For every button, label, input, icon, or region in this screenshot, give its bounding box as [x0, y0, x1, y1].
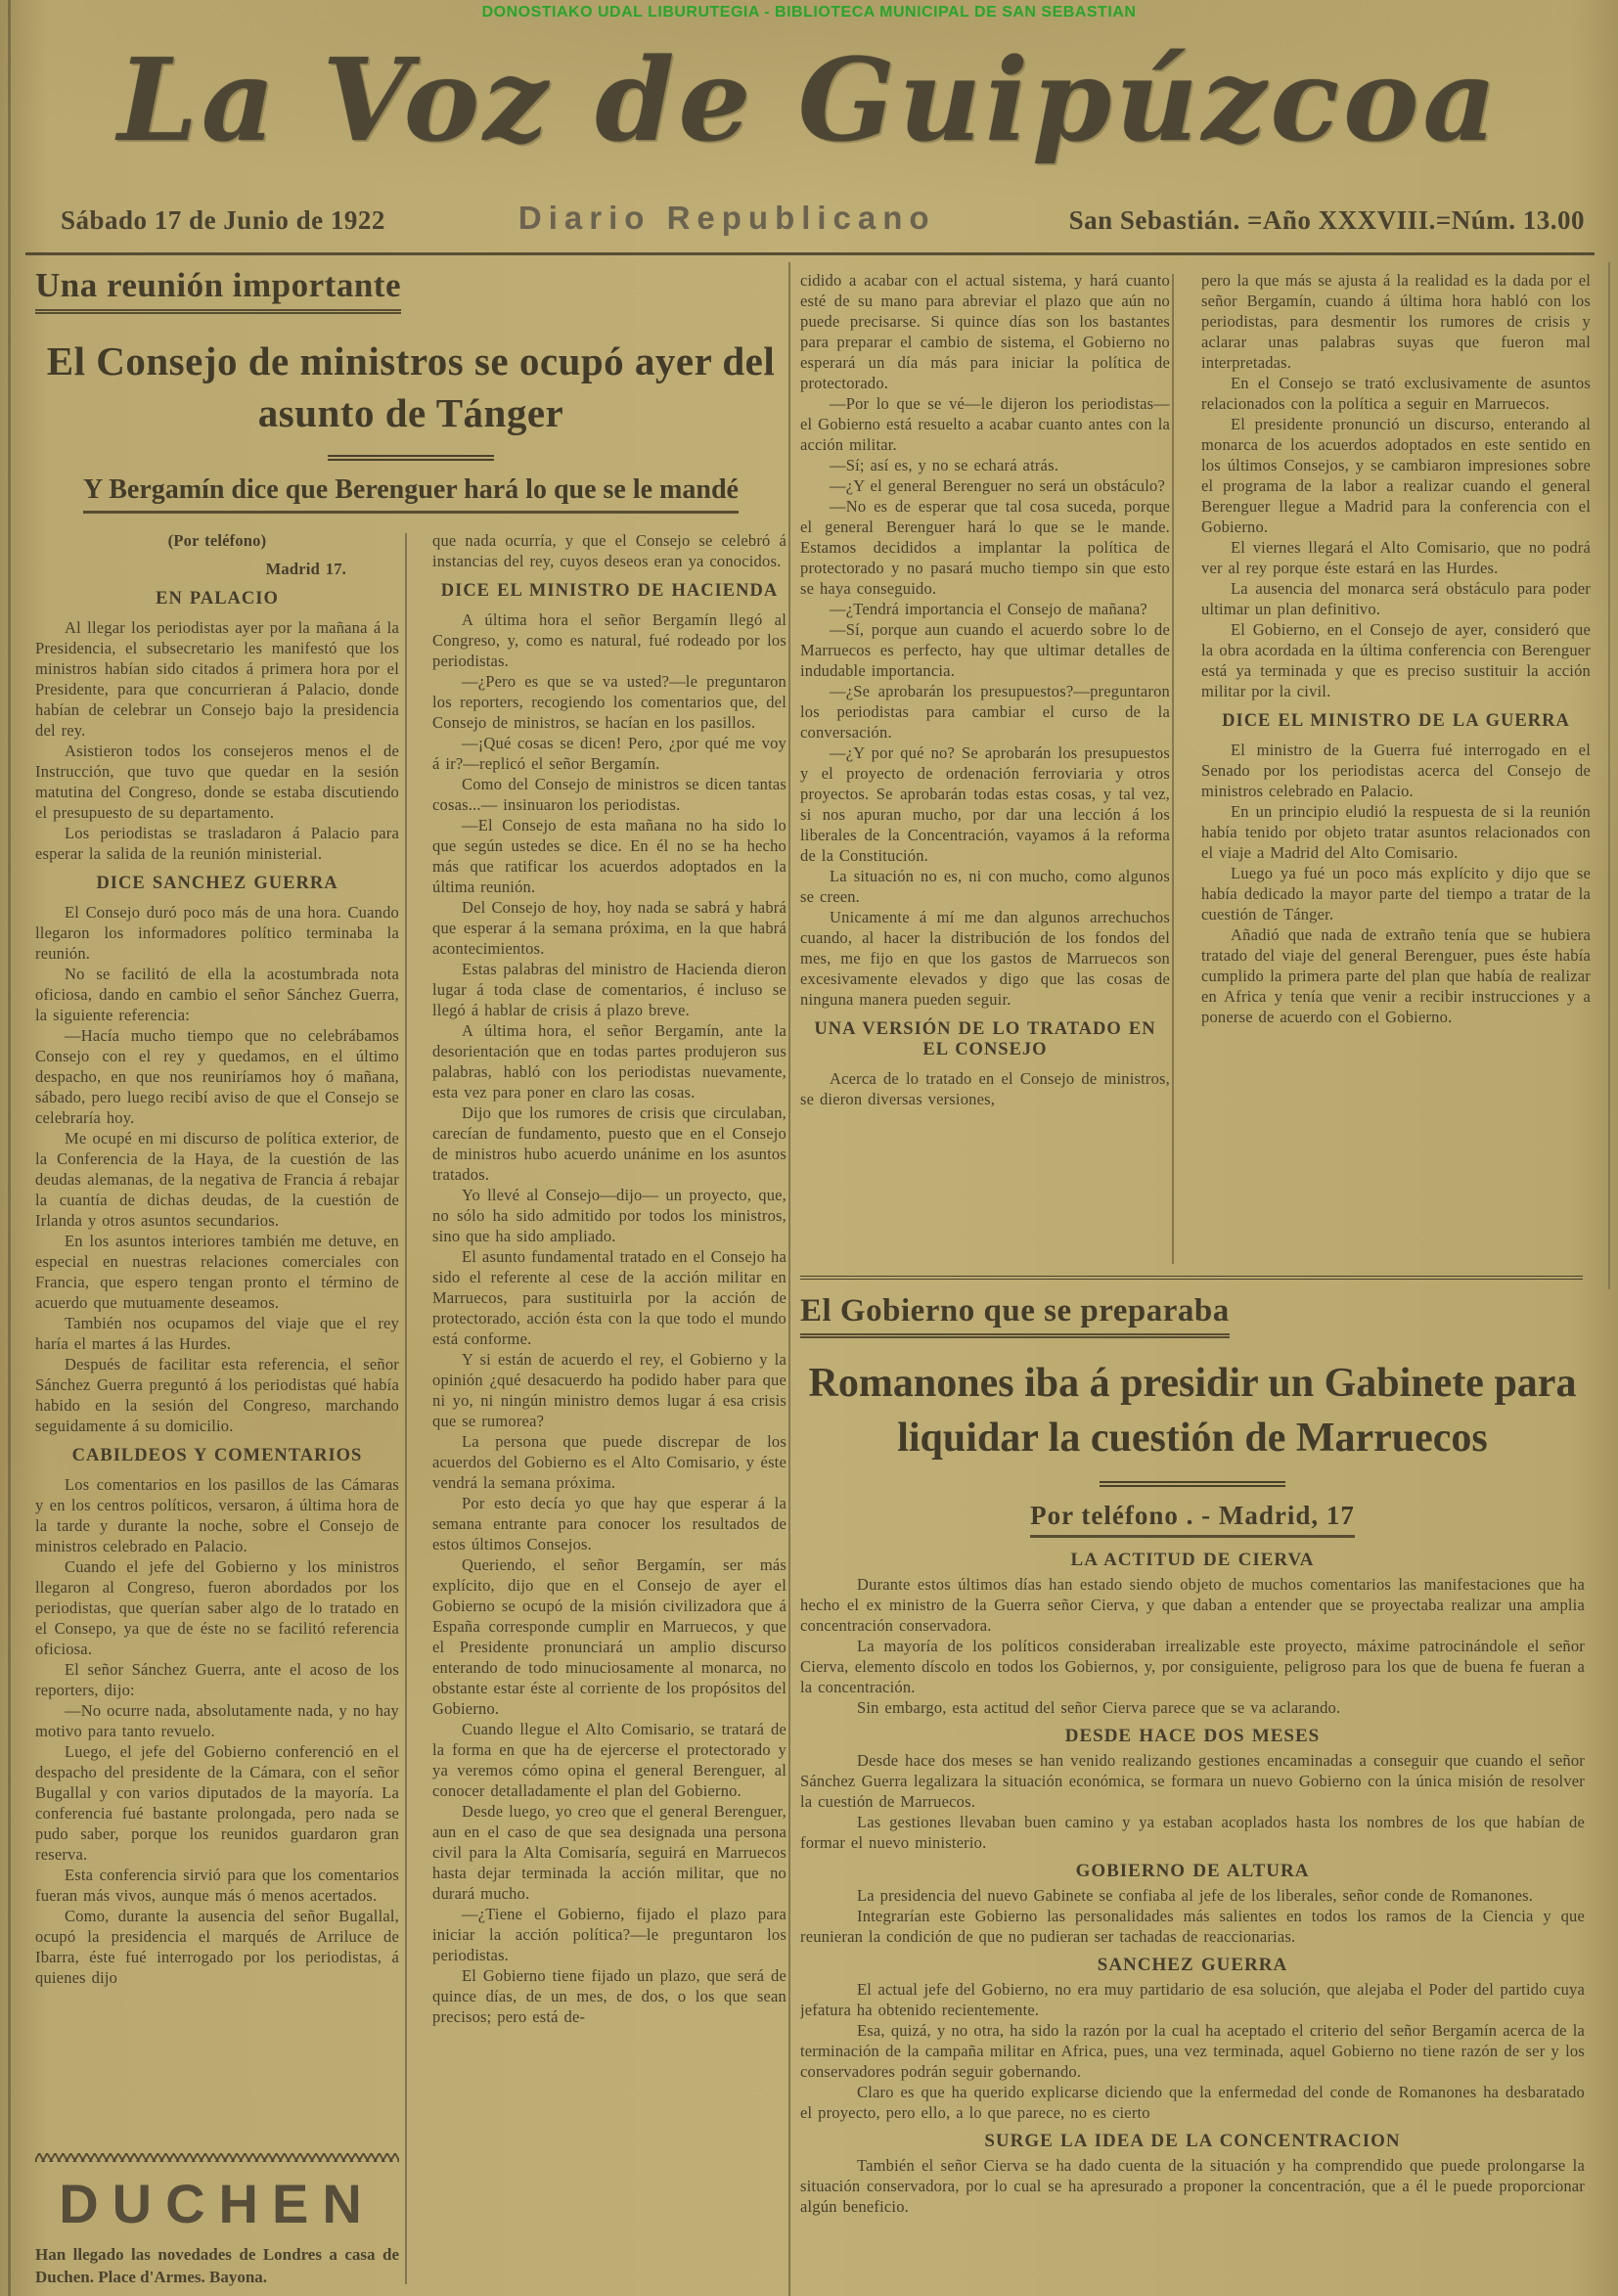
page-edge-rule: [1608, 262, 1610, 1289]
paragraph: —Sí, porque aun cuando el acuerdo sobre lo de Marruecos es perfecto, hay que ultimar detalles de indudable importancia.: [800, 620, 1170, 680]
paragraph: El ministro de la Guerra fué interrogado en el Senado por los periodistas acerca del Consejo de ministros celebrado en Palacio.: [1201, 741, 1591, 800]
paragraph: —¿Y el general Berenguer no será un obstáculo?: [830, 476, 1165, 495]
paragraph: Luego ya fué un poco más explícito y dijo que se había dedicado la mayor parte del tiempo a tratar de la cuestión de Tánger.: [1201, 864, 1591, 923]
paragraph: cidido a acabar con el actual sistema, y hará cuanto esté de su mano para abreviar el plazo que aún no puede precisarse. Si quince días son los bastantes para preparar el cambio de sistema, el Gobierno no esperará un día más para iniciar la política de protectorado.: [800, 271, 1170, 392]
text-column-2: [413, 530, 787, 2296]
library-banner: DONOSTIAKO UDAL LIBURUTEGIA - BIBLIOTECA MUNICIPAL DE SAN SEBASTIAN: [481, 4, 1137, 21]
zigzag-divider: [35, 2153, 399, 2162]
article-byline: Por teléfono . - Madrid, 17: [1030, 1501, 1355, 1538]
paragraph: Las gestiones llevaban buen camino y ya estaban acoplados hasta los nombres de los que habían de formar el nuevo ministerio.: [800, 1813, 1585, 1852]
paragraph: El viernes llegará el Alto Comisario, que no podrá ver al rey porque éste estará en las Hurdes.: [1201, 538, 1591, 577]
paragraph: La situación no es, ni con mucho, como algunos se creen.: [800, 867, 1170, 906]
paragraph: —El Consejo de esta mañana no ha sido lo que según ustedes se dice. En él no se ha hecho más que ratificar los acuerdos adoptados en la última reunión.: [432, 816, 787, 896]
paragraph: Madrid 17.: [265, 560, 346, 578]
headline-divider: [328, 455, 494, 461]
paragraph: Cuando el jefe del Gobierno y los ministros llegaron al Congreso, fueron abordados por los periodistas, que querían saber algo de lo tratado en el Consepo, ya que de éste no se facilitó referencia oficiosa.: [35, 1557, 399, 1658]
paragraph: —Por lo que se vé—le dijeron los periodistas—el Gobierno está resuelto a acabar cuanto antes con la acción militar.: [800, 394, 1170, 454]
dateline: [61, 200, 1585, 237]
section-heading: CABILDEOS Y COMENTARIOS: [71, 1446, 363, 1465]
masthead-title: La Voz de Guipúzcoa: [117, 34, 1501, 167]
advert-duchen: [35, 2139, 399, 2288]
paragraph: A última hora, el señor Bergamín, ante la desorientación que en todas partes produjeron sus palabras, habló con los periodistas nuevamente, esta vez para poner en claro las cosas.: [432, 1021, 787, 1102]
paragraph: Los periodistas se trasladaron á Palacio para esperar la salida de la reunión ministerial.: [35, 824, 399, 863]
section-heading: GOBIERNO DE ALTURA: [1075, 1861, 1310, 1881]
paragraph: Queriendo, el señor Bergamín, ser más explícito, dijo que en el Consejo de ayer el Gobierno se ocupó de la misión civilizadora que á España corresponde cumplir en Marruecos, y que el Presidente pronunciará un amplio discurso enterando de todo minuciosamente al monarca, no obstante estar éste al corriente de los propósitos del Gobierno.: [432, 1555, 787, 1718]
paragraph: Por esto decía yo que hay que esperar á la semana entrante para conocer los resultados de estos últimos Consejos.: [432, 1494, 787, 1553]
paragraph: pero la que más se ajusta á la realidad es la dada por el señor Bergamín, cuando á última hora habló con los periodistas, para desmentir los rumores de crisis y aclarar unas palabras suyas que fueron mal interpretadas.: [1201, 271, 1591, 372]
paragraph: Del Consejo de hoy, hoy nada se sabrá y habrá que esperar á la semana próxima, en la que habrá acontecimientos.: [432, 898, 787, 958]
text-column-3: [800, 270, 1184, 1264]
section-heading: SURGE LA IDEA DE LA CONCENTRACION: [984, 2131, 1401, 2151]
headline-divider: [1100, 1481, 1285, 1487]
paragraph: Después de facilitar esta referencia, el señor Sánchez Guerra preguntó á los periodistas qué había habido en la sesión del Congreso, marchando seguidamente á su domicilio.: [35, 1355, 399, 1435]
paragraph: La presidencia del nuevo Gabinete se confiaba al jefe de los liberales, señor conde de Romanones.: [857, 1886, 1534, 1905]
paragraph: Los comentarios en los pasillos de las Cámaras y en los centros políticos, versaron, á última hora de la tarde y durante la noche, sobre el Consejo de ministros celebrado en Palacio.: [35, 1475, 399, 1555]
paragraph: Añadió que nada de extraño tenía que se hubiera tratado del viaje del general Berenguer, pues éste había cumplido la primera parte del plan que había de realizar en Africa y tenía que venir a recibir instrucciones y a ponerse de acuerdo con el Gobierno.: [1201, 925, 1591, 1026]
text-column-1: [35, 530, 413, 2296]
paragraph: Como, durante la ausencia del señor Bugallal, ocupó la presidencia el marqués de Arriluce de Ibarra, éste fué interrogado por los periodistas, á quienes dijo: [35, 1907, 399, 1987]
paragraph: La persona que puede discrepar de los acuerdos del Gobierno es el Alto Comisario, y éste vendrá la semana próxima.: [432, 1432, 787, 1492]
scan-edge-line: [8, 0, 11, 2296]
header-rule: [25, 252, 1595, 255]
article-body: [800, 1550, 1585, 2217]
text-column-4: [1184, 270, 1591, 1264]
paragraph: Luego, el jefe del Gobierno conferenció en el despacho del presidente de la Cámara, con el señor Bugallal y con varios diputados de la mayoría. La conferencia fué bastante prolongada, pero nada se pudo saber, porque los reunidos guardaron gran reserva.: [35, 1742, 399, 1864]
article-kicker: Una reunión importante: [35, 266, 401, 314]
paragraph: Esa, quizá, y no otra, ha sido la razón por la cual ha aceptado el criterio del señor Bergamín acerca de la terminación de la campaña militar en Africa, pues, una vez terminada, aquel Gobierno no tiene razón de ser y los conservadores podrán seguir gobernando.: [800, 2021, 1585, 2081]
paper-subtitle: Diario Republicano: [517, 200, 936, 236]
paragraph: Acerca de lo tratado en el Consejo de ministros, se dieron diversas versiones,: [800, 1069, 1170, 1108]
paragraph: (Por teléfono): [167, 531, 267, 550]
paragraph: —¿Y por qué no? Se aprobarán los presupuestos y el proyecto de ordenación ferroviaria y otros proyectos. Se aprobarán todas estas cosas, y tal vez, si nos apuran mucho, por dar una lección á los liberales de la Concentración, vayamos á la reforma de la Constitución.: [800, 743, 1170, 865]
paragraph: El asunto fundamental tratado en el Consejo ha sido el referente al cese de la acción militar en Marruecos, para sustituirla por la acción de protectorado, acción ésta con la que todo el mundo está conforme.: [432, 1247, 787, 1348]
paragraph: El actual jefe del Gobierno, no era muy partidario de esa solución, que alejaba el Poder del partido cuya jefatura ha obtenido recientemente.: [800, 1980, 1585, 2019]
section-heading: DESDE HACE DOS MESES: [1064, 1726, 1321, 1746]
issue-date: Sábado 17 de Junio de 1922: [61, 205, 385, 235]
paragraph: Desde hace dos meses se han venido realizando gestiones encaminadas a conseguir que cuando el señor Sánchez Guerra legalizara la situación económica, se formara un nuevo Gobierno con la única misión de resolver la cuestión de Marruecos.: [800, 1751, 1585, 1811]
section-heading: DICE SANCHEZ GUERRA: [96, 874, 338, 893]
paragraph: También el señor Cierva se ha dado cuenta de la situación y ha comprendido que puede prolongarse la situación conservadora, por lo cual se ha apresurado a proponer la concentración, que a él le puede proporcionar algún beneficio.: [800, 2156, 1585, 2216]
paragraph: Me ocupé en mi discurso de política exterior, de la Conferencia de la Haya, de la cuestión de las deudas alemanas, de la negativa de Francia á rebajar la cuantía de dichas deudas, de la cuestión de Irlanda y otros asuntos secundarios.: [35, 1129, 399, 1230]
section-heading: DICE EL MINISTRO DE LA GUERRA: [1222, 711, 1570, 731]
paragraph: El Consejo duró poco más de una hora. Cuando llegaron los informadores político terminaba la reunión.: [35, 903, 399, 963]
paragraph: —No ocurre nada, absolutamente nada, y no hay motivo para tanto revuelo.: [35, 1701, 399, 1740]
paragraph: No se facilitó de ella la acostumbrada nota oficiosa, dando en cambio el señor Sánchez Guerra, la siguiente referencia:: [35, 965, 399, 1024]
article-subhead: Y Bergamín dice que Berenguer hará lo que se le mandé: [83, 474, 739, 514]
paragraph: —¿Pero es que se va usted?—le preguntaron los reporters, recogiendo los comentarios que, del Consejo de ministros, se hacían en los pasillos.: [432, 672, 787, 732]
section-heading: LA ACTITUD DE CIERVA: [1070, 1550, 1315, 1570]
paragraph: Durante estos últimos días han estado siendo objeto de muchos comentarios las manifestaciones que ha hecho el ex ministro de la Guerra señor Cierva, y que daban a entender que se proyectaba realizar una amplia concentración conservadora.: [800, 1575, 1585, 1635]
paragraph: Como del Consejo de ministros se dicen tantas cosas...— insinuaron los periodistas.: [432, 775, 787, 814]
paragraph: que nada ocurría, y que el Consejo se celebró á instancias del rey, cuyos deseos eran ya conocidos.: [432, 531, 787, 570]
article-headline: El Consejo de ministros se ocupó ayer del asunto de Tánger: [46, 338, 776, 435]
paragraph: Claro es que ha querido explicarse diciendo que la enfermedad del conde de Romanones ha desbaratado el proyecto, pero ello, a lo que parece, no es cierto: [800, 2083, 1585, 2122]
section-heading: DICE EL MINISTRO DE HACIENDA: [440, 581, 779, 601]
paragraph: Y si están de acuerdo el rey, el Gobierno y la opinión ¿qué desacuerdo ha podido haber para que ni yo, ni ningún ministro demos lugar á esa crisis que se rumorea?: [432, 1350, 787, 1430]
paragraph: —No es de esperar que tal cosa suceda, porque el general Berenguer hará lo que se le mande. Estamos decididos a implantar la política de protectorado y no pasará mucho tiempo sin que esto se haya conseguido.: [800, 497, 1170, 598]
paragraph: —Sí; así es, y no se echará atrás.: [830, 456, 1059, 474]
paragraph: La mayoría de los políticos consideraban irrealizable este proyecto, máxime patrocinándole el señor Cierva, elemento díscolo en todos los Gobiernos, y, por consiguiente, peligroso para los que de buena fe fueran a la concentración.: [800, 1637, 1585, 1696]
article-headline: Romanones iba á presidir un Gabinete para liquidar la cuestión de Marruecos: [808, 1361, 1577, 1461]
paragraph: —¿Tendrá importancia el Consejo de mañana?: [830, 600, 1147, 618]
paragraph: Desde luego, yo creo que el general Berenguer, aun en el caso de que sea designada una persona civil para la Alta Comisaría, seguirá en Marruecos hasta dejar terminada la acción militar, que no durará mucho.: [432, 1802, 787, 1903]
paragraph: El señor Sánchez Guerra, ante el acoso de los reporters, dijo:: [35, 1660, 399, 1699]
paragraph: —¡Qué cosas se dicen! Pero, ¿por qué me voy á ir?—replicó el señor Bergamín.: [432, 734, 787, 773]
article-kicker: El Gobierno que se preparaba: [800, 1293, 1230, 1338]
edition-info: San Sebastián. =Año XXXVIII.=Núm. 13.00: [1068, 205, 1585, 235]
section-heading: UNA VERSIÓN DE LO TRATADO EN EL CONSEJO: [814, 1019, 1156, 1059]
section-rule: [800, 1276, 1583, 1280]
article-consejo-ministros: [35, 266, 787, 2296]
column-rule: [788, 262, 790, 2296]
paragraph: Yo llevé al Consejo—dijo— un proyecto, que, no sólo ha sido admitido por todos los ministros, sino que ha sido ampliado.: [432, 1186, 787, 1245]
paragraph: En un principio eludió la respuesta de si la reunión había tenido por objeto tratar asuntos relacionados con el viaje a Madrid del Alto Comisario.: [1201, 802, 1591, 862]
paragraph: —¿Se aprobarán los presupuestos?—preguntaron los periodistas para cambiar el curso de la conversación.: [800, 682, 1170, 742]
section-heading: SANCHEZ GUERRA: [1097, 1955, 1288, 1975]
paragraph: —¿Tiene el Gobierno, fijado el plazo para iniciar la acción política?—le preguntaron los periodistas.: [432, 1905, 787, 1964]
paragraph: En el Consejo se trató exclusivamente de asuntos relacionados con la política a seguir en Marruecos.: [1201, 374, 1591, 413]
right-page-half: [800, 262, 1591, 2296]
paragraph: Cuando llegue el Alto Comisario, se tratará de la forma en que ha de ejercerse el protectorado y ya veremos cómo opina el general Berenguer, al conocer detalladamente el plan del Gobierno.: [432, 1720, 787, 1800]
paragraph: Unicamente á mí me dan algunos arrechuchos cuando, al hacer la distribución de los fondos del mes, me fijo en que los gastos de Marruecos son excesivamente elevados y digo que las cosas de ninguna manera pueden seguir.: [800, 908, 1170, 1009]
paragraph: A última hora el señor Bergamín llegó al Congreso, y, como es natural, fué rodeado por los periodistas.: [432, 610, 787, 670]
section-heading: EN PALACIO: [156, 589, 279, 608]
advert-title: DUCHEN: [59, 2173, 376, 2234]
paragraph: El Gobierno tiene fijado un plazo, que será de quince días, de un mes, de dos, o los que sean precisos; pero está de-: [432, 1966, 787, 2026]
paragraph: El Gobierno, en el Consejo de ayer, consideró que la obra acordada en la última conferencia con Berenguer está ya terminada y que es preciso sustituir la acción militar por la civil.: [1201, 620, 1591, 700]
paragraph: El presidente pronunció un discurso, enterando al monarca de los acuerdos adoptados en este sentido en los últimos Consejos, y se cambiaron impresiones sobre el programa de la labor a realizar cuando el general Berenguer llegue a Madrid para la conferencia con el Gobierno.: [1201, 415, 1591, 536]
paragraph: —Hacía mucho tiempo que no celebrábamos Consejo con el rey y quedamos, en el último despacho, en que nos reuniríamos hoy ó mañana, sábado, pero luego recibí aviso de que el Consejo se celebraría hoy.: [35, 1026, 399, 1127]
article-romanones: [800, 1293, 1585, 2296]
paragraph: También nos ocupamos del viaje que el rey haría el martes á las Hurdes.: [35, 1314, 399, 1353]
paragraph: Dijo que los rumores de crisis que circulaban, carecían de fundamento, puesto que en el Consejo de ministros hubo acuerdo unánime en los asuntos tratados.: [432, 1103, 787, 1184]
paragraph: Al llegar los periodistas ayer por la mañana á la Presidencia, el subsecretario les manifestó que los ministros habían sido citados á primera hora por el Presidente, para que concurrieran á Palacio, donde habían de celebrar un Consejo bajo la presidencia del rey.: [35, 618, 399, 740]
paragraph: Sin embargo, esta actitud del señor Cierva parece que se va aclarando.: [857, 1698, 1341, 1717]
paragraph: En los asuntos interiores también me detuve, en especial en nuestras relaciones comerciales con Francia, que espero tengan pronto el término de acuerdo que mutuamente deseamos.: [35, 1232, 399, 1312]
advert-text: Han llegado las novedades de Londres a casa de Duchen. Place d'Armes. Bayona.: [35, 2245, 399, 2286]
paragraph: La ausencia del monarca será obstáculo para poder ultimar un plan definitivo.: [1201, 579, 1591, 618]
paragraph: Estas palabras del ministro de Hacienda dieron lugar á toda clase de comentarios, é incluso se llegó á hablar de crisis á plazo breve.: [432, 960, 787, 1019]
paragraph: Asistieron todos los consejeros menos el de Instrucción, que tuvo que quedar en la sesión matutina del Congreso, donde se estaba discutiendo el presupuesto de su departamento.: [35, 742, 399, 822]
paragraph: Integrarían este Gobierno las personalidades más salientes en todos los ramos de la Ciencia y que reunieran la condición de que no pudieran ser tachadas de reaccionarias.: [800, 1907, 1585, 1946]
paragraph: Esta conferencia sirvió para que los comentarios fueran más vivos, aunque más ó menos acertados.: [35, 1866, 399, 1905]
